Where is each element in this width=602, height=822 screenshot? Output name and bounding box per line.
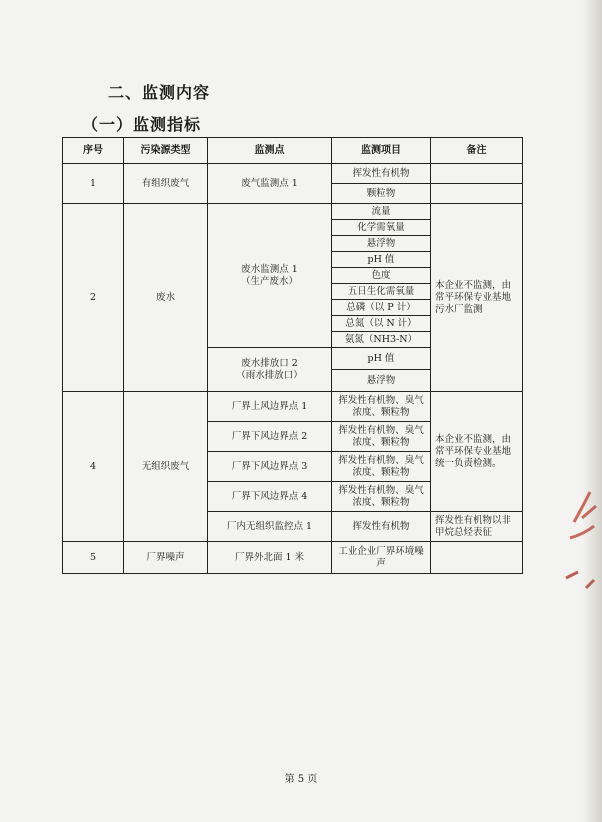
cell-point: 废气监测点 1 (208, 164, 332, 204)
table-row (63, 204, 523, 220)
cell-no: 1 (63, 164, 124, 204)
subsection-title: （一）监测指标 (82, 115, 202, 134)
cell-item: 悬浮物 (332, 236, 431, 252)
cell-item: 挥发性有机物、臭气浓度、颗粒物 (332, 482, 431, 512)
cell-item: 化学需氧量 (332, 220, 431, 236)
cell-remark (431, 164, 523, 184)
header-no: 序号 (63, 138, 124, 164)
cell-point: 厂界下风边界点 3 (208, 452, 332, 482)
cell-point: 厂界下风边界点 4 (208, 482, 332, 512)
cell-type: 废水 (124, 204, 208, 392)
cell-item: pH 值 (332, 252, 431, 268)
page-number: 第 5 页 (284, 774, 318, 785)
cell-item: 挥发性有机物、臭气浓度、颗粒物 (332, 452, 431, 482)
cell-item: 挥发性有机物 (332, 164, 431, 184)
table-header-row (63, 138, 523, 164)
cell-item: 流量 (332, 204, 431, 220)
header-monitoring-item: 监测项目 (332, 138, 431, 164)
table-row (63, 164, 523, 184)
table-row (63, 392, 523, 422)
cell-item: pH 值 (332, 348, 431, 370)
cell-point: 厂界外北面 1 米 (208, 542, 332, 574)
cell-item: 悬浮物 (332, 370, 431, 392)
cell-point: 废水监测点 1 （生产废水） (208, 204, 332, 348)
cell-point: 废水排放口 2 （雨水排放口） (208, 348, 332, 392)
cell-point: 厂界下风边界点 2 (208, 422, 332, 452)
cell-item: 颗粒物 (332, 184, 431, 204)
cell-type: 厂界噪声 (124, 542, 208, 574)
header-monitoring-point: 监测点 (208, 138, 332, 164)
cell-type: 有组织废气 (124, 164, 208, 204)
cell-item: 五日生化需氧量 (332, 284, 431, 300)
section-title: 二、监测内容 (108, 83, 211, 102)
cell-item: 色度 (332, 268, 431, 284)
page-edge-shadow (582, 0, 602, 822)
cell-type: 无组织废气 (124, 392, 208, 542)
monitoring-table (62, 137, 523, 574)
cell-item: 氨氮（NH3-N） (332, 332, 431, 348)
cell-remark (431, 184, 523, 204)
cell-item: 挥发性有机物、臭气浓度、颗粒物 (332, 422, 431, 452)
table-row (63, 542, 523, 574)
header-source-type: 污染源类型 (124, 138, 208, 164)
cell-item: 挥发性有机物 (332, 512, 431, 542)
cell-no: 2 (63, 204, 124, 392)
cell-remark: 本企业不监测，由常平环保专业基地统一负责检测。 (431, 392, 523, 512)
cell-item: 工业企业厂界环境噪声 (332, 542, 431, 574)
cell-remark: 本企业不监测，由常平环保专业基地污水厂监测 (431, 204, 523, 392)
cell-point: 厂界上风边界点 1 (208, 392, 332, 422)
cell-item: 总氮（以 N 计） (332, 316, 431, 332)
cell-remark (431, 542, 523, 574)
cell-point: 厂内无组织监控点 1 (208, 512, 332, 542)
cell-no: 5 (63, 542, 124, 574)
cell-item: 挥发性有机物、臭气浓度、颗粒物 (332, 392, 431, 422)
cell-remark: 挥发性有机物以非甲烷总烃表征 (431, 512, 523, 542)
cell-item: 总磷（以 P 计） (332, 300, 431, 316)
cell-no: 4 (63, 392, 124, 542)
header-remark: 备注 (431, 138, 523, 164)
